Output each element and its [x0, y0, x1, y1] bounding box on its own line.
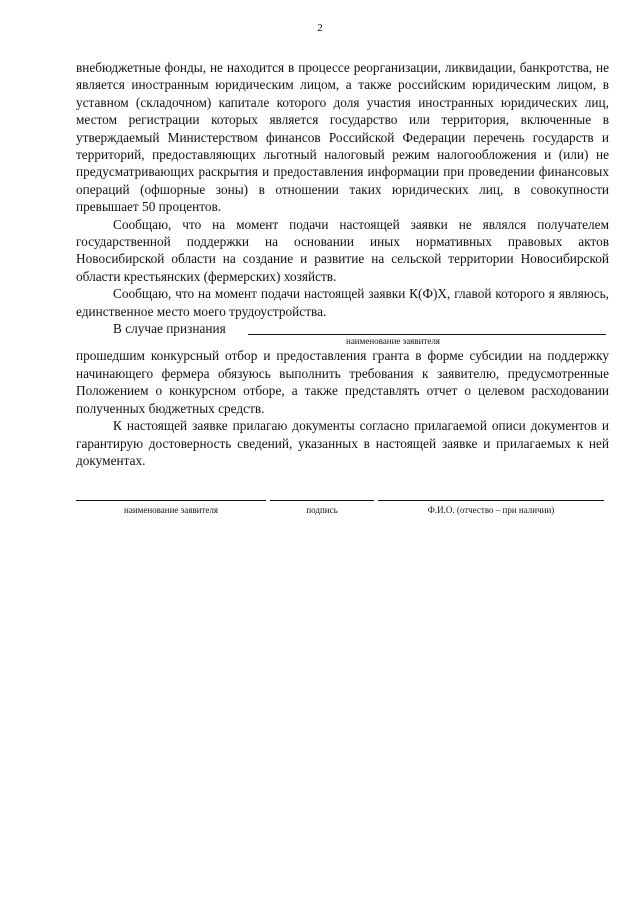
applicant-name-caption-row — [76, 337, 609, 347]
signature-field[interactable] — [270, 486, 374, 516]
paragraph-obligations: прошедшим конкурсный отбор и предоставления гранта в форме субсидии на поддержку начинающего фермера обязуюсь выполнить требования к заявителю, предусмотренные Положением о конкурсном отборе, а также представлять отчет о целевом расходовании полученных бюджетных средств. — [76, 348, 609, 416]
applicant-fill-row — [76, 320, 609, 337]
paragraph-eligibility: внебюджетные фонды, не находится в процессе реорганизации, ликвидации, банкротства, не является иностранным юридическим лицом, а также российским юридическим лицом, в уставном (складочном) капитале которого доля участия иностранных юридических лиц, местом регистрации которых является государство или территория, включенные в утверждаемый Министерством финансов Российской Федерации перечень государств и территорий, предоставляющих льготный налоговый режим налогообложения и (или) не предусматривающих раскрытия и предоставления информации при проведении финансовых операций (офшорные зоны) в отношении таких юридических лиц, в совокупности превышает 50 процентов. — [76, 60, 609, 215]
paragraph-attachments: К настоящей заявке прилагаю документы согласно прилагаемой описи документов и гарантирую достоверность сведений, указанных в настоящей заявке и прилагаемых к ней документах. — [76, 418, 609, 468]
case-of-recognition-text: В случае признания — [113, 321, 226, 337]
document-body — [76, 59, 609, 469]
applicant-name-fill-line[interactable] — [248, 334, 606, 335]
applicant-name-label: наименование заявителя — [124, 505, 218, 515]
applicant-name-line[interactable] — [76, 486, 266, 501]
fio-label: Ф.И.О. (отчество – при наличии) — [427, 505, 555, 515]
applicant-name-caption: наименование заявителя — [346, 336, 440, 347]
signature-label: подпись — [306, 505, 338, 515]
paragraph-no-prior-support: Сообщаю, что на момент подачи настоящей заявки не являлся получателем государственной поддержки на основании иных нормативных правовых актов Новосибирской области на создание и развитие на сельской территории Новосибирской области крестьянских (фермерских) хозяйств. — [76, 216, 609, 284]
fio-field[interactable] — [378, 486, 604, 516]
signature-block — [76, 486, 606, 526]
signature-line[interactable] — [270, 486, 374, 501]
fio-line[interactable] — [378, 486, 604, 501]
paragraph-sole-employment: Сообщаю, что на момент подачи настоящей заявки К(Ф)Х, главой которого я являюсь, единственное место моего трудоустройства. — [76, 286, 609, 319]
page-number: 2 — [317, 22, 323, 34]
applicant-name-field[interactable] — [76, 486, 266, 516]
